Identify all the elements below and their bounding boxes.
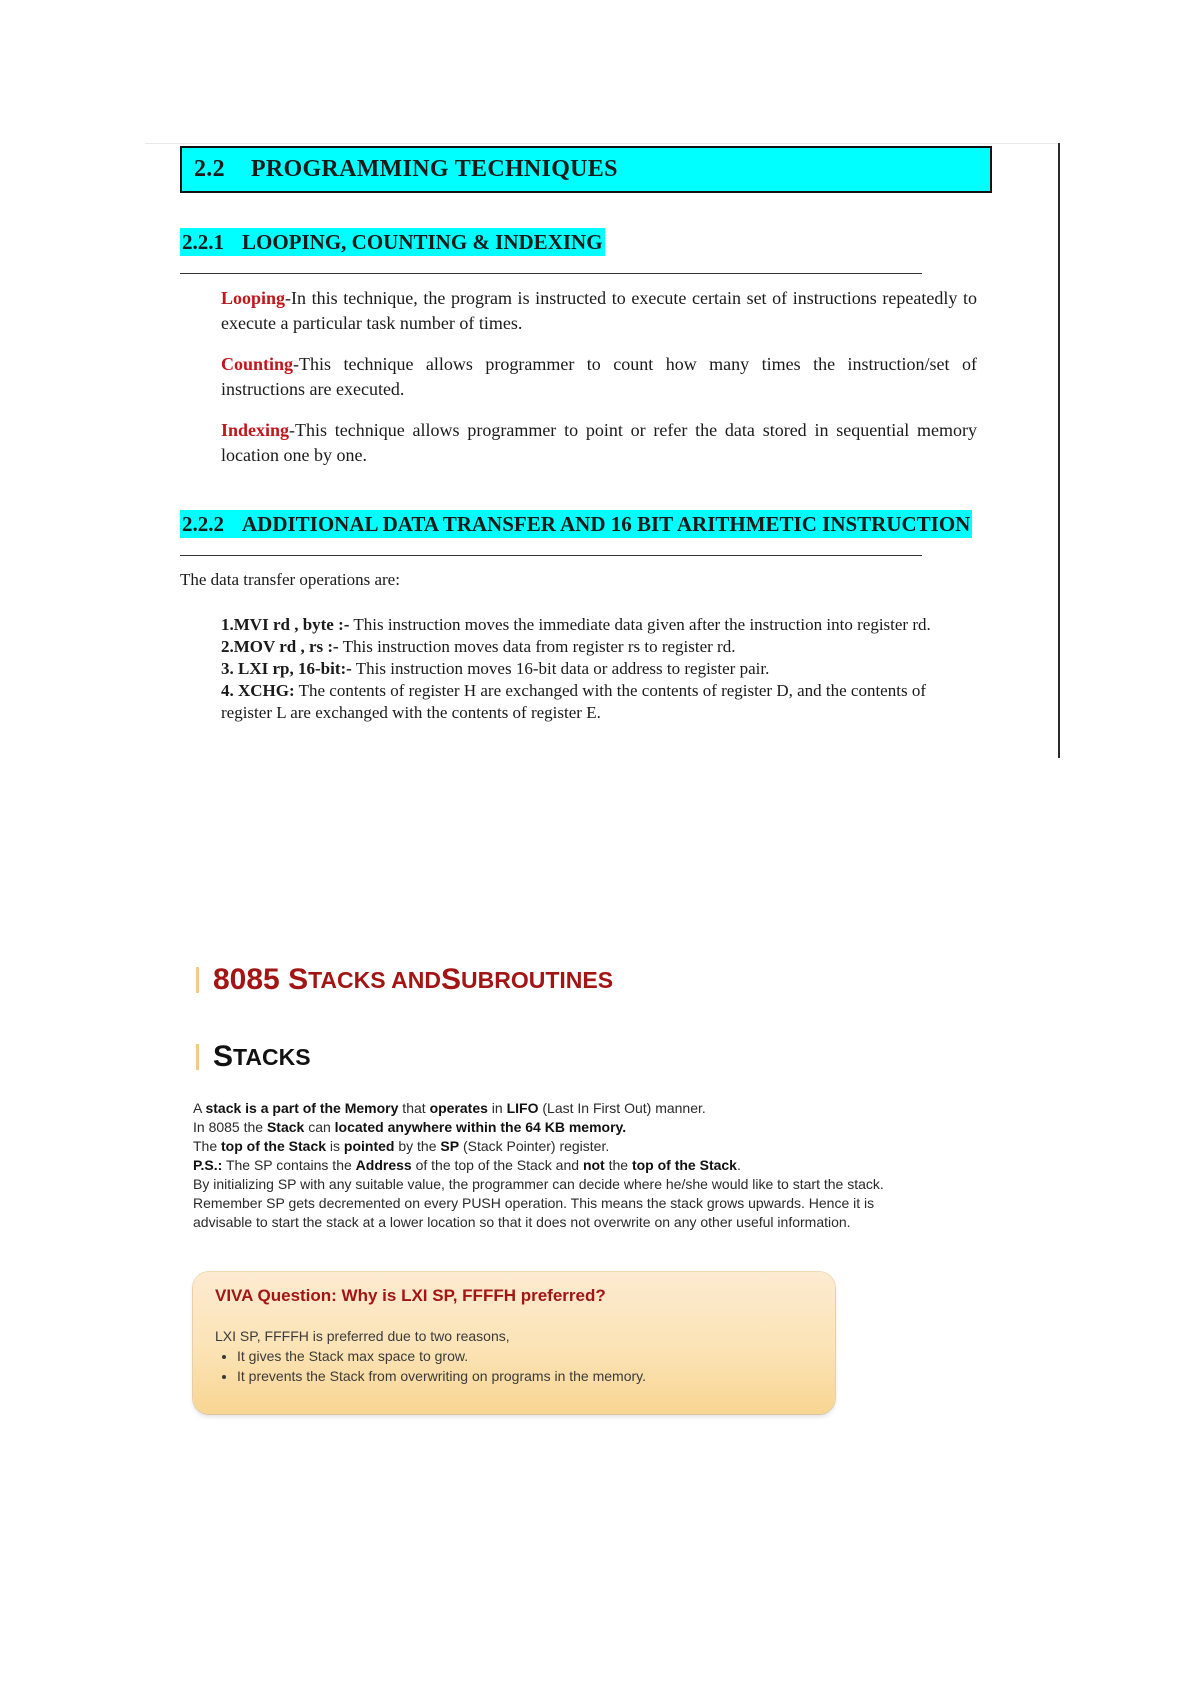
slide-title	[196, 963, 613, 997]
technique-text: -In this technique, the program is instructed to execute certain set of instructions repeatedly to execute a particular task number of times.	[221, 288, 977, 333]
viva-answer-intro: LXI SP, FFFFH is preferred due to two reasons,	[215, 1328, 510, 1344]
heading-text: S	[213, 1040, 234, 1073]
stack-line	[193, 1118, 993, 1137]
text: A	[193, 1100, 206, 1116]
text: is	[326, 1138, 344, 1154]
heading-text: S	[440, 963, 461, 996]
viva-question-box	[193, 1272, 835, 1414]
data-transfer-intro: The data transfer operations are:	[180, 570, 400, 589]
instruction-label: 3. LXI rp, 16-bit:-	[221, 659, 352, 678]
stack-line	[193, 1137, 993, 1156]
text: (Last In First Out) manner.	[538, 1100, 706, 1116]
emphasis: pointed	[343, 1138, 395, 1154]
emphasis: top of the Stack	[631, 1157, 737, 1173]
text: that	[398, 1100, 430, 1116]
text: of the top of the Stack and	[411, 1157, 583, 1173]
emphasis: stack is a part of the Memory	[205, 1100, 399, 1116]
subsection-title-text: ADDITIONAL DATA TRANSFER AND 16 BIT ARITHMETIC INSTRUCTION	[242, 512, 971, 536]
emphasis: Address	[355, 1157, 412, 1173]
subsection-title-text: LOOPING, COUNTING & INDEXING	[242, 230, 603, 254]
stacks-heading	[196, 1040, 311, 1074]
instruction-text: This instruction moves the immediate data given after the instruction into register rd.	[349, 615, 931, 634]
page-frame-top-line	[145, 143, 1060, 144]
emphasis: P.S.:	[193, 1157, 223, 1173]
instruction-label: 4. XCHG:	[221, 681, 295, 700]
text: the	[604, 1157, 632, 1173]
divider	[180, 273, 922, 274]
instruction-text: The contents of register H are exchanged with the contents of register D, and the contents of register L are exchanged with the contents of register E.	[221, 681, 926, 722]
term-looping: Looping	[221, 288, 286, 308]
emphasis: top of the Stack	[221, 1138, 327, 1154]
page-right-border	[1058, 143, 1060, 758]
list-item: • It prevents the Stack from overwriting on programs in the memory.	[237, 1366, 813, 1386]
term-counting: Counting	[221, 354, 294, 374]
emphasis: LIFO	[506, 1100, 539, 1116]
technique-text: -This technique allows programmer to point or refer the data stored in sequential memory location one by one.	[221, 420, 977, 465]
subsection-number: 2.2.1	[182, 230, 224, 254]
stack-line	[193, 1156, 993, 1175]
list-item	[221, 658, 981, 680]
technique-looping	[221, 286, 977, 336]
heading-text: TACKS AND	[308, 966, 441, 993]
emphasis: located anywhere within the 64 KB memory.	[334, 1119, 627, 1135]
heading-text: TACKS	[233, 1043, 311, 1070]
technique-indexing	[221, 418, 977, 468]
text: In 8085 the	[193, 1119, 267, 1135]
instruction-text: This instruction moves 16-bit data or address to register pair.	[351, 659, 770, 678]
text: by the	[394, 1138, 441, 1154]
heading-accent-bar	[196, 1044, 199, 1070]
heading-text: 8085 S	[213, 963, 309, 996]
list-item	[221, 680, 981, 724]
text: The	[193, 1138, 222, 1154]
stack-line: advisable to start the stack at a lower location so that it does not overwrite on any other useful information.	[193, 1214, 851, 1230]
list-item	[221, 636, 981, 658]
stack-line: By initializing SP with any suitable value, the programmer can decide where he/she would like to start the stack.	[193, 1176, 884, 1192]
emphasis: SP	[440, 1138, 460, 1154]
section-title	[180, 146, 992, 193]
term-indexing: Indexing	[221, 420, 290, 440]
viva-answer	[215, 1326, 813, 1386]
technique-text: -This technique allows programmer to count how many times the instruction/set of instructions are executed.	[221, 354, 977, 399]
subsection-title-looping	[180, 228, 605, 256]
viva-reasons	[237, 1346, 813, 1386]
divider	[180, 555, 922, 556]
list-item: • It gives the Stack max space to grow.	[237, 1346, 813, 1366]
subsection-title-data-transfer	[180, 510, 972, 538]
technique-counting	[221, 352, 977, 402]
text: The SP contains the	[222, 1157, 356, 1173]
instruction-text: This instruction moves data from register rs to register rd.	[338, 637, 736, 656]
subsection-number: 2.2.2	[182, 512, 224, 536]
emphasis: Stack	[266, 1119, 305, 1135]
section-title-text: PROGRAMMING TECHNIQUES	[250, 156, 618, 182]
emphasis: operates	[429, 1100, 488, 1116]
stack-line	[193, 1099, 993, 1118]
section-number: 2.2	[194, 156, 225, 182]
text: .	[736, 1157, 741, 1173]
text: can	[304, 1119, 335, 1135]
emphasis: not	[582, 1157, 605, 1173]
instruction-list	[221, 614, 981, 724]
text: in	[487, 1100, 507, 1116]
stack-description	[193, 1099, 993, 1232]
instruction-label: 2.MOV rd , rs :-	[221, 637, 339, 656]
list-item	[221, 614, 981, 636]
heading-accent-bar	[196, 967, 199, 993]
viva-question: VIVA Question: Why is LXI SP, FFFFH preferred?	[215, 1286, 606, 1305]
stack-line: Remember SP gets decremented on every PUSH operation. This means the stack grows upwards. Hence it is	[193, 1195, 875, 1211]
instruction-label: 1.MVI rd , byte :-	[221, 615, 350, 634]
text: (Stack Pointer) register.	[459, 1138, 610, 1154]
heading-text: UBROUTINES	[461, 966, 614, 993]
